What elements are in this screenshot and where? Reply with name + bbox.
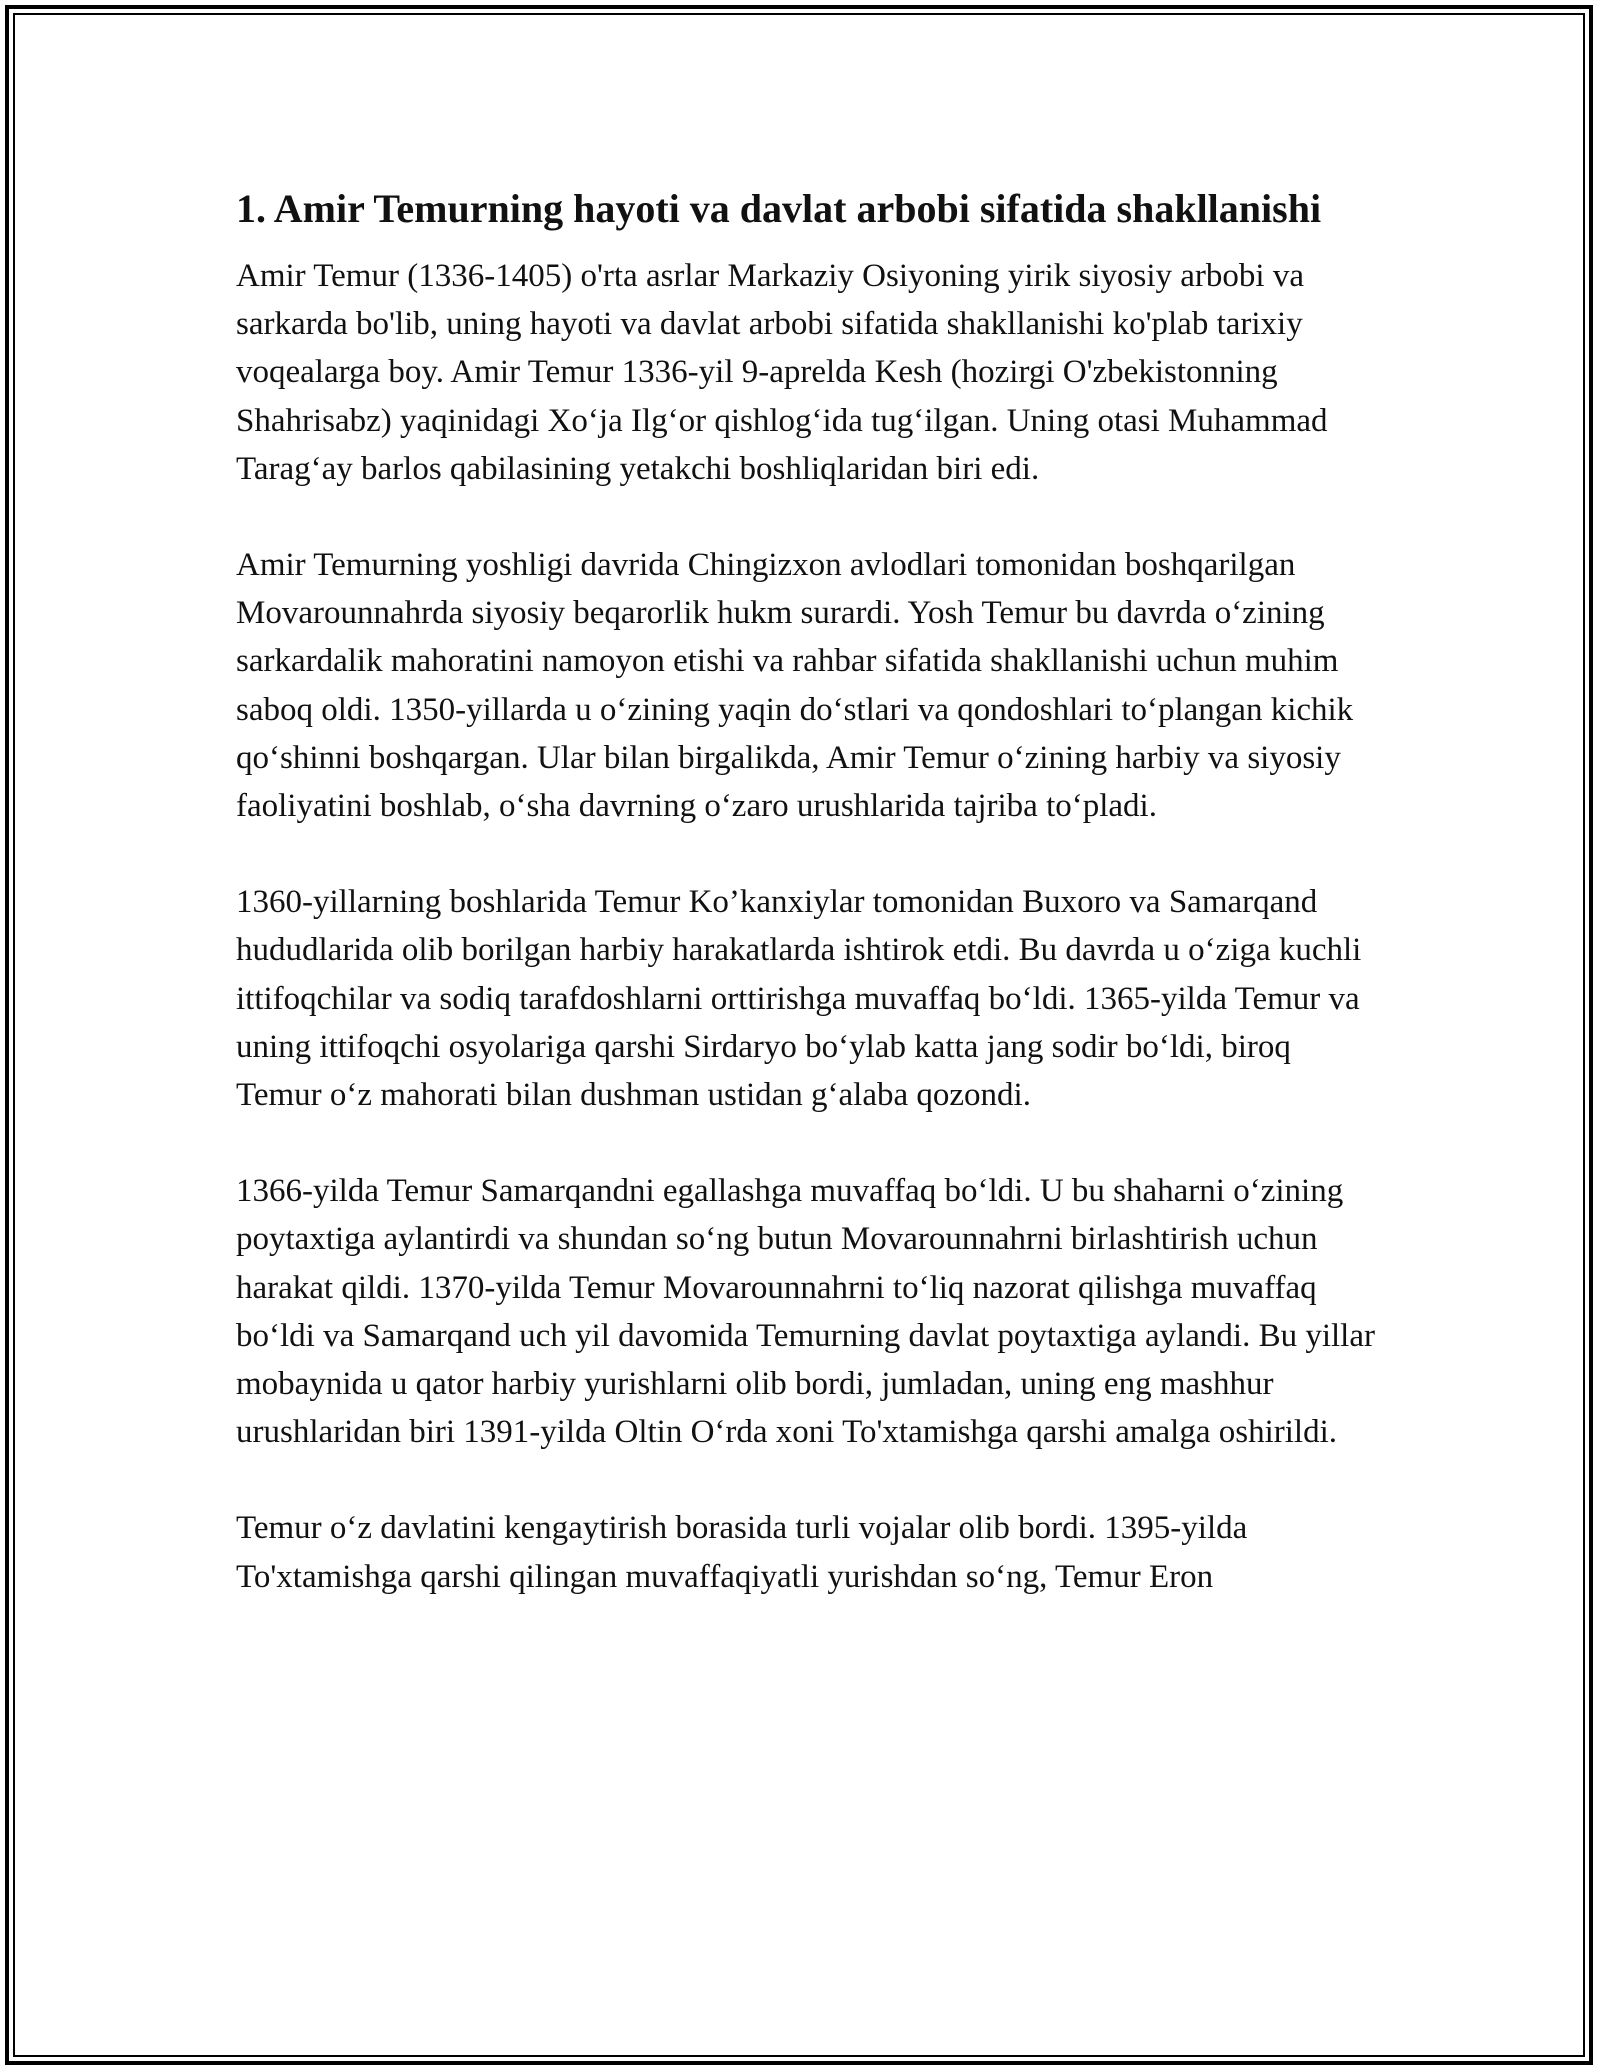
paragraph-expansion: Temur oʻz davlatini kengaytirish borasida turli vojalar olib bordi. 1395-yilda To'xtamishga qarshi qilingan muvaffaqiyatli yurishdan soʻng, Temur Eron xyxy=(236,1510,1248,1595)
paragraph-samarqand: 1366-yilda Temur Samarqandni egallashga muvaffaq boʻldi. U bu shaharni oʻzining poytaxtiga aylantirdi va shundan soʻng butun Movarounnahrni birlashtirish uchun harakat qildi. 1370-yilda Temur Movarounnahrni toʻliq nazorat qilishga muvaffaq boʻldi va Samarqand uch yil davomida Temurning davlat poytaxtiga aylandi. Bu yillar mobaynida u qator harbiy yurishlarni olib bordi, jumladan, uning eng mashhur urushlaridan biri 1391-yilda Oltin Oʻrda xoni To'xtamishga qarshi amalga oshirildi. xyxy=(236,1173,1375,1451)
paragraph-1360s: 1360-yillarning boshlarida Temur Ko’kanxiylar tomonidan Buxoro va Samarqand hududlarida olib borilgan harbiy harakatlarda ishtirok etdi. Bu davrda u oʻziga kuchli ittifoqchilar va sodiq tarafdoshlarni orttirishga muvaffaq boʻldi. 1365-yilda Temur va uning ittifoqchi osyolariga qarshi Sirdaryo boʻylab katta jang sodir boʻldi, biroq Temur oʻz mahorati bilan dushman ustidan gʻalaba qozondi. xyxy=(236,884,1362,1114)
paragraph-youth: Amir Temurning yoshligi davrida Chingizxon avlodlari tomonidan boshqarilgan Movarounnahrda siyosiy beqarorlik hukm surardi. Yosh Temur bu davrda oʻzining sarkardalik mahoratini namoyon etishi va rahbar sifatida shakllanishi uchun muhim saboq oldi. 1350-yillarda u oʻzining yaqin doʻstlari va qondoshlari toʻplangan kichik qoʻshinni boshqargan. Ular bilan birgalikda, Amir Temur oʻzining harbiy va siyosiy faoliyatini boshlab, oʻsha davrning oʻzaro urushlarida tajriba toʻpladi. xyxy=(236,547,1354,825)
paragraph-birth: Amir Temur (1336-1405) o'rta asrlar Markaziy Osiyoning yirik siyosiy arbobi va sarkarda bo'lib, uning hayoti va davlat arbobi sifatida shakllanishi ko'plab tarixiy voqealarga boy. Amir Temur 1336-yil 9-aprelda Kesh (hozirgi O'zbekistonning Shahrisabz) yaqinidagi Xoʻja Ilgʻor qishlogʻida tugʻilgan. Uning otasi Muhammad Taragʻay barlos qabilasining yetakchi boshliqlaridan biri edi. xyxy=(236,258,1328,487)
document-title: 1. Amir Temurning hayoti va davlat arbobi sifatida shakllanishi xyxy=(236,186,1322,231)
document-body xyxy=(236,182,1376,1649)
